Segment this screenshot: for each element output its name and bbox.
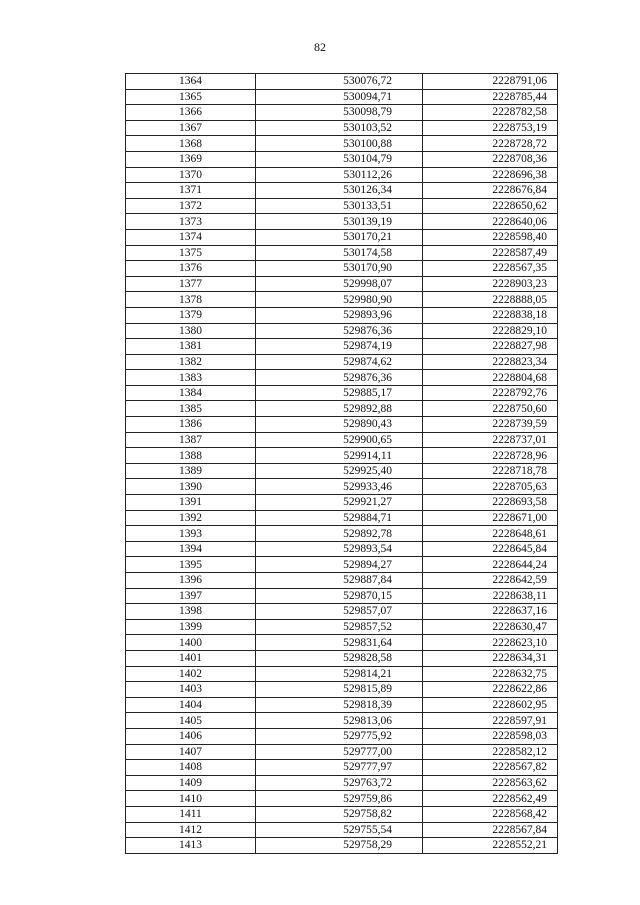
y-coordinate-cell: 2228632,75 xyxy=(423,666,558,682)
point-number-cell: 1404 xyxy=(126,697,256,713)
x-coordinate-cell: 529815,89 xyxy=(256,682,423,698)
y-coordinate-cell: 2228888,05 xyxy=(423,292,558,308)
x-coordinate-cell: 529759,86 xyxy=(256,791,423,807)
x-coordinate-cell: 530170,90 xyxy=(256,261,423,277)
table-row xyxy=(126,510,558,526)
y-coordinate-cell: 2228696,38 xyxy=(423,167,558,183)
x-coordinate-cell: 529777,00 xyxy=(256,744,423,760)
y-coordinate-cell: 2228823,34 xyxy=(423,354,558,370)
table-row xyxy=(126,385,558,401)
table-row xyxy=(126,588,558,604)
y-coordinate-cell: 2228567,82 xyxy=(423,760,558,776)
x-coordinate-cell: 530103,52 xyxy=(256,120,423,136)
x-coordinate-cell: 530133,51 xyxy=(256,198,423,214)
x-coordinate-cell: 529831,64 xyxy=(256,635,423,651)
point-number-cell: 1373 xyxy=(126,214,256,230)
table-row xyxy=(126,697,558,713)
table-row xyxy=(126,495,558,511)
point-number-cell: 1411 xyxy=(126,806,256,822)
x-coordinate-cell: 529828,58 xyxy=(256,650,423,666)
point-number-cell: 1389 xyxy=(126,463,256,479)
y-coordinate-cell: 2228645,84 xyxy=(423,541,558,557)
point-number-cell: 1405 xyxy=(126,713,256,729)
x-coordinate-cell: 530112,26 xyxy=(256,167,423,183)
point-number-cell: 1394 xyxy=(126,541,256,557)
table-row xyxy=(126,136,558,152)
point-number-cell: 1391 xyxy=(126,495,256,511)
table-row xyxy=(126,557,558,573)
x-coordinate-cell: 529887,84 xyxy=(256,573,423,589)
y-coordinate-cell: 2228753,19 xyxy=(423,120,558,136)
x-coordinate-cell: 530126,34 xyxy=(256,183,423,199)
point-number-cell: 1400 xyxy=(126,635,256,651)
table-row xyxy=(126,650,558,666)
y-coordinate-cell: 2228829,10 xyxy=(423,323,558,339)
x-coordinate-cell: 529755,54 xyxy=(256,822,423,838)
point-number-cell: 1409 xyxy=(126,775,256,791)
point-number-cell: 1376 xyxy=(126,261,256,277)
point-number-cell: 1396 xyxy=(126,573,256,589)
y-coordinate-cell: 2228782,58 xyxy=(423,105,558,121)
point-number-cell: 1365 xyxy=(126,89,256,105)
table-row xyxy=(126,214,558,230)
point-number-cell: 1368 xyxy=(126,136,256,152)
x-coordinate-cell: 529870,15 xyxy=(256,588,423,604)
point-number-cell: 1374 xyxy=(126,229,256,245)
x-coordinate-cell: 529813,06 xyxy=(256,713,423,729)
table-row xyxy=(126,713,558,729)
y-coordinate-cell: 2228622,86 xyxy=(423,682,558,698)
y-coordinate-cell: 2228567,84 xyxy=(423,822,558,838)
table-row xyxy=(126,635,558,651)
table-row xyxy=(126,463,558,479)
point-number-cell: 1369 xyxy=(126,151,256,167)
table-row xyxy=(126,775,558,791)
table-row xyxy=(126,354,558,370)
x-coordinate-cell: 529874,19 xyxy=(256,339,423,355)
y-coordinate-cell: 2228804,68 xyxy=(423,370,558,386)
point-number-cell: 1377 xyxy=(126,276,256,292)
y-coordinate-cell: 2228597,91 xyxy=(423,713,558,729)
point-number-cell: 1410 xyxy=(126,791,256,807)
y-coordinate-cell: 2228705,63 xyxy=(423,479,558,495)
x-coordinate-cell: 529921,27 xyxy=(256,495,423,511)
point-number-cell: 1407 xyxy=(126,744,256,760)
table-row xyxy=(126,307,558,323)
point-number-cell: 1382 xyxy=(126,354,256,370)
point-number-cell: 1385 xyxy=(126,401,256,417)
table-row xyxy=(126,229,558,245)
table-row xyxy=(126,619,558,635)
table-row xyxy=(126,370,558,386)
point-number-cell: 1386 xyxy=(126,417,256,433)
point-number-cell: 1370 xyxy=(126,167,256,183)
point-number-cell: 1399 xyxy=(126,619,256,635)
point-number-cell: 1398 xyxy=(126,604,256,620)
table-row xyxy=(126,728,558,744)
x-coordinate-cell: 529925,40 xyxy=(256,463,423,479)
y-coordinate-cell: 2228785,44 xyxy=(423,89,558,105)
table-row xyxy=(126,198,558,214)
x-coordinate-cell: 529775,92 xyxy=(256,728,423,744)
table-row xyxy=(126,573,558,589)
table-row xyxy=(126,417,558,433)
y-coordinate-cell: 2228598,40 xyxy=(423,229,558,245)
y-coordinate-cell: 2228623,10 xyxy=(423,635,558,651)
y-coordinate-cell: 2228739,59 xyxy=(423,417,558,433)
y-coordinate-cell: 2228792,76 xyxy=(423,385,558,401)
table-row xyxy=(126,526,558,542)
table-row xyxy=(126,604,558,620)
y-coordinate-cell: 2228568,42 xyxy=(423,806,558,822)
x-coordinate-cell: 529777,97 xyxy=(256,760,423,776)
point-number-cell: 1378 xyxy=(126,292,256,308)
point-number-cell: 1387 xyxy=(126,432,256,448)
point-number-cell: 1366 xyxy=(126,105,256,121)
x-coordinate-cell: 529900,65 xyxy=(256,432,423,448)
y-coordinate-cell: 2228718,78 xyxy=(423,463,558,479)
y-coordinate-cell: 2228567,35 xyxy=(423,261,558,277)
table-row xyxy=(126,744,558,760)
x-coordinate-cell: 529890,43 xyxy=(256,417,423,433)
point-number-cell: 1381 xyxy=(126,339,256,355)
table-row xyxy=(126,89,558,105)
table-row xyxy=(126,666,558,682)
table-row xyxy=(126,276,558,292)
y-coordinate-cell: 2228827,98 xyxy=(423,339,558,355)
y-coordinate-cell: 2228634,31 xyxy=(423,650,558,666)
x-coordinate-cell: 529892,78 xyxy=(256,526,423,542)
y-coordinate-cell: 2228708,36 xyxy=(423,151,558,167)
y-coordinate-cell: 2228552,21 xyxy=(423,838,558,854)
point-number-cell: 1384 xyxy=(126,385,256,401)
point-number-cell: 1403 xyxy=(126,682,256,698)
x-coordinate-cell: 530094,71 xyxy=(256,89,423,105)
point-number-cell: 1380 xyxy=(126,323,256,339)
page-number: 82 xyxy=(314,40,326,54)
y-coordinate-cell: 2228598,03 xyxy=(423,728,558,744)
y-coordinate-cell: 2228650,62 xyxy=(423,198,558,214)
point-number-cell: 1402 xyxy=(126,666,256,682)
table-row xyxy=(126,806,558,822)
point-number-cell: 1408 xyxy=(126,760,256,776)
table-row xyxy=(126,479,558,495)
table-row xyxy=(126,245,558,261)
table-row xyxy=(126,682,558,698)
point-number-cell: 1406 xyxy=(126,728,256,744)
point-number-cell: 1395 xyxy=(126,557,256,573)
x-coordinate-cell: 529857,52 xyxy=(256,619,423,635)
x-coordinate-cell: 530174,58 xyxy=(256,245,423,261)
table-row xyxy=(126,105,558,121)
table-row xyxy=(126,401,558,417)
point-number-cell: 1364 xyxy=(126,74,256,90)
y-coordinate-cell: 2228587,49 xyxy=(423,245,558,261)
table-row xyxy=(126,167,558,183)
x-coordinate-cell: 529933,46 xyxy=(256,479,423,495)
coordinates-table xyxy=(125,73,558,854)
table-row xyxy=(126,822,558,838)
y-coordinate-cell: 2228728,96 xyxy=(423,448,558,464)
point-number-cell: 1388 xyxy=(126,448,256,464)
coordinates-table-body xyxy=(126,74,558,854)
y-coordinate-cell: 2228602,95 xyxy=(423,697,558,713)
x-coordinate-cell: 529894,27 xyxy=(256,557,423,573)
x-coordinate-cell: 530076,72 xyxy=(256,74,423,90)
table-row xyxy=(126,541,558,557)
x-coordinate-cell: 529893,96 xyxy=(256,307,423,323)
point-number-cell: 1412 xyxy=(126,822,256,838)
table-row xyxy=(126,760,558,776)
x-coordinate-cell: 529980,90 xyxy=(256,292,423,308)
y-coordinate-cell: 2228644,24 xyxy=(423,557,558,573)
x-coordinate-cell: 530098,79 xyxy=(256,105,423,121)
point-number-cell: 1375 xyxy=(126,245,256,261)
table-row xyxy=(126,261,558,277)
y-coordinate-cell: 2228640,06 xyxy=(423,214,558,230)
x-coordinate-cell: 529758,82 xyxy=(256,806,423,822)
x-coordinate-cell: 530100,88 xyxy=(256,136,423,152)
y-coordinate-cell: 2228648,61 xyxy=(423,526,558,542)
point-number-cell: 1383 xyxy=(126,370,256,386)
y-coordinate-cell: 2228637,16 xyxy=(423,604,558,620)
table-row xyxy=(126,791,558,807)
point-number-cell: 1371 xyxy=(126,183,256,199)
y-coordinate-cell: 2228737,01 xyxy=(423,432,558,448)
x-coordinate-cell: 529884,71 xyxy=(256,510,423,526)
x-coordinate-cell: 529914,11 xyxy=(256,448,423,464)
y-coordinate-cell: 2228838,18 xyxy=(423,307,558,323)
point-number-cell: 1390 xyxy=(126,479,256,495)
y-coordinate-cell: 2228791,06 xyxy=(423,74,558,90)
y-coordinate-cell: 2228676,84 xyxy=(423,183,558,199)
x-coordinate-cell: 530104,79 xyxy=(256,151,423,167)
table-row xyxy=(126,838,558,854)
y-coordinate-cell: 2228638,11 xyxy=(423,588,558,604)
point-number-cell: 1392 xyxy=(126,510,256,526)
point-number-cell: 1413 xyxy=(126,838,256,854)
y-coordinate-cell: 2228582,12 xyxy=(423,744,558,760)
x-coordinate-cell: 529857,07 xyxy=(256,604,423,620)
x-coordinate-cell: 529818,39 xyxy=(256,697,423,713)
point-number-cell: 1372 xyxy=(126,198,256,214)
table-row xyxy=(126,151,558,167)
table-row xyxy=(126,323,558,339)
x-coordinate-cell: 529763,72 xyxy=(256,775,423,791)
y-coordinate-cell: 2228903,23 xyxy=(423,276,558,292)
y-coordinate-cell: 2228671,00 xyxy=(423,510,558,526)
point-number-cell: 1397 xyxy=(126,588,256,604)
x-coordinate-cell: 530170,21 xyxy=(256,229,423,245)
table-row xyxy=(126,339,558,355)
x-coordinate-cell: 529876,36 xyxy=(256,370,423,386)
x-coordinate-cell: 529892,88 xyxy=(256,401,423,417)
point-number-cell: 1393 xyxy=(126,526,256,542)
table-row xyxy=(126,448,558,464)
point-number-cell: 1379 xyxy=(126,307,256,323)
x-coordinate-cell: 529998,07 xyxy=(256,276,423,292)
point-number-cell: 1367 xyxy=(126,120,256,136)
y-coordinate-cell: 2228562,49 xyxy=(423,791,558,807)
y-coordinate-cell: 2228728,72 xyxy=(423,136,558,152)
y-coordinate-cell: 2228630,47 xyxy=(423,619,558,635)
table-row xyxy=(126,292,558,308)
x-coordinate-cell: 529874,62 xyxy=(256,354,423,370)
table-row xyxy=(126,120,558,136)
x-coordinate-cell: 530139,19 xyxy=(256,214,423,230)
y-coordinate-cell: 2228693,58 xyxy=(423,495,558,511)
x-coordinate-cell: 529885,17 xyxy=(256,385,423,401)
x-coordinate-cell: 529876,36 xyxy=(256,323,423,339)
x-coordinate-cell: 529758,29 xyxy=(256,838,423,854)
y-coordinate-cell: 2228642,59 xyxy=(423,573,558,589)
x-coordinate-cell: 529814,21 xyxy=(256,666,423,682)
table-row xyxy=(126,432,558,448)
table-row xyxy=(126,183,558,199)
y-coordinate-cell: 2228563,62 xyxy=(423,775,558,791)
y-coordinate-cell: 2228750,60 xyxy=(423,401,558,417)
x-coordinate-cell: 529893,54 xyxy=(256,541,423,557)
point-number-cell: 1401 xyxy=(126,650,256,666)
table-row xyxy=(126,74,558,90)
